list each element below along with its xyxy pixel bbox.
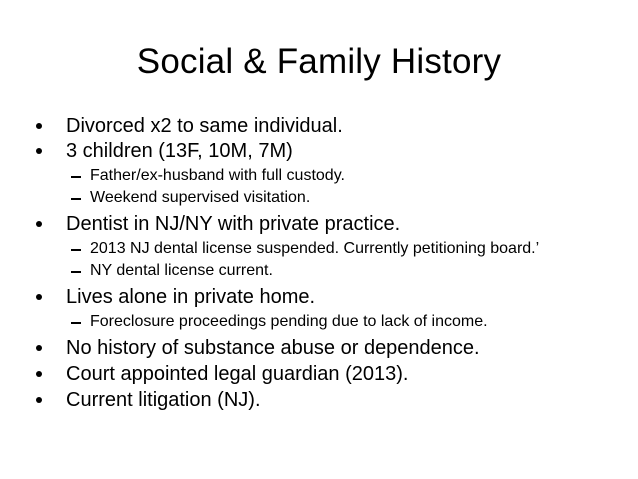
bullet-text: Lives alone in private home. bbox=[66, 286, 316, 308]
sub-bullet-text: Foreclosure proceedings pending due to lack of income. bbox=[90, 313, 488, 330]
sub-bullet-text: 2013 NJ dental license suspended. Currently petitioning board.’ bbox=[90, 240, 540, 257]
bullet-dot-icon bbox=[36, 294, 42, 300]
dash-icon bbox=[71, 271, 81, 273]
dash-icon bbox=[71, 322, 81, 324]
bullet-text: Court appointed legal guardian (2013). bbox=[66, 363, 409, 385]
bullet-text: No history of substance abuse or dependence. bbox=[66, 337, 480, 359]
bullet-dot-icon bbox=[36, 397, 42, 403]
bullet-dot-icon bbox=[36, 123, 42, 129]
slide-title: Social & Family History bbox=[136, 42, 502, 81]
bullet-dot-icon bbox=[36, 371, 42, 377]
sub-bullet-text: Father/ex-husband with full custody. bbox=[90, 167, 345, 184]
sub-bullet-text: Weekend supervised visitation. bbox=[90, 189, 311, 206]
bullet-text: Dentist in NJ/NY with private practice. bbox=[66, 213, 401, 235]
bullet-dot-icon bbox=[36, 345, 42, 351]
bullet-text: Divorced x2 to same individual. bbox=[66, 115, 343, 137]
dash-icon bbox=[71, 249, 81, 251]
bullet-text: Current litigation (NJ). bbox=[66, 389, 261, 411]
dash-icon bbox=[71, 198, 81, 200]
bullet-dot-icon bbox=[36, 221, 42, 227]
sub-bullet-text: NY dental license current. bbox=[90, 262, 273, 279]
dash-icon bbox=[71, 176, 81, 178]
bullet-text: 3 children (13F, 10M, 7M) bbox=[66, 140, 293, 162]
bullet-dot-icon bbox=[36, 148, 42, 154]
